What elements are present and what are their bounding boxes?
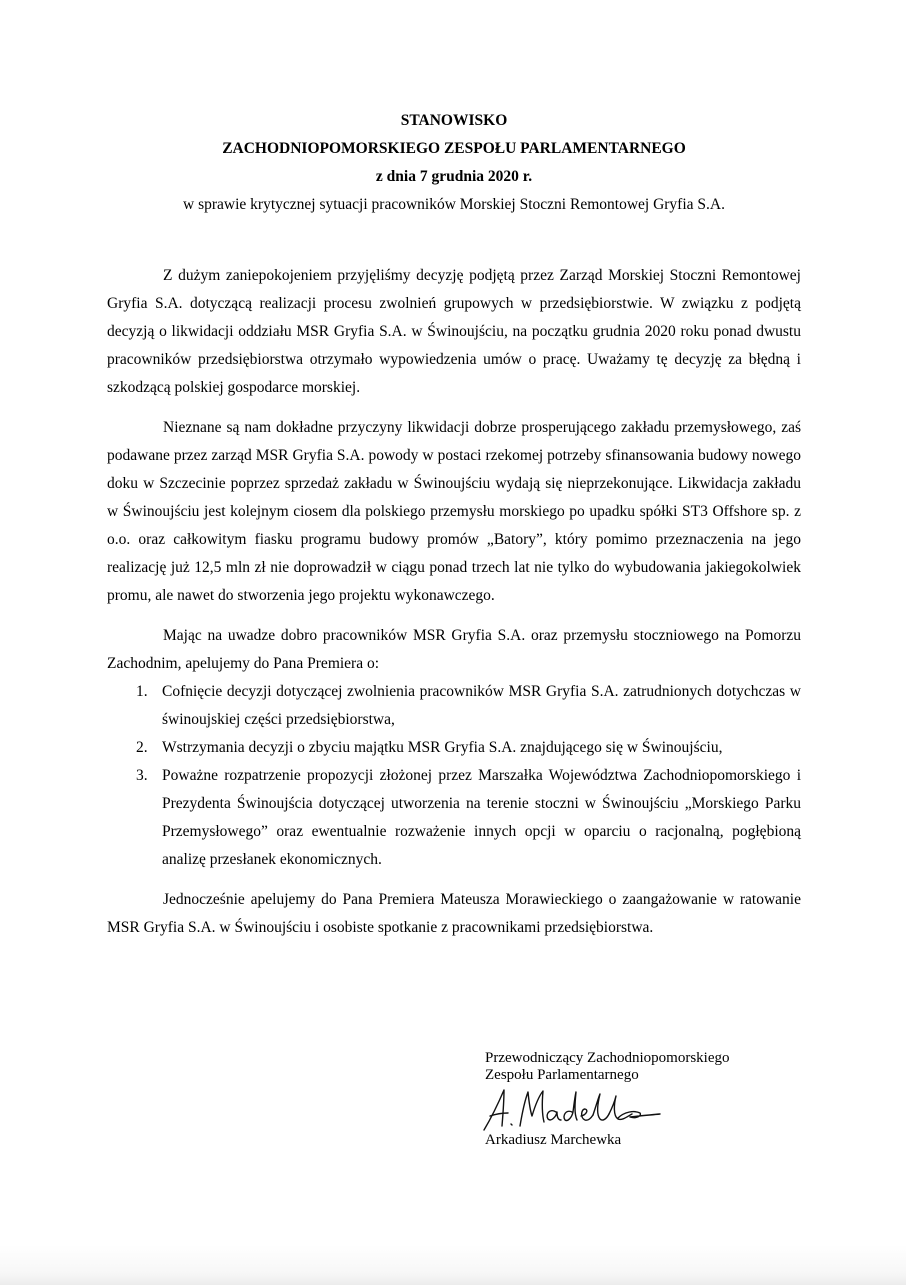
page-bottom-shadow	[0, 1245, 906, 1285]
handwritten-signature-icon	[482, 1086, 662, 1132]
signature-block	[485, 1050, 730, 1149]
appeal-number: 2.	[136, 739, 148, 756]
paragraph-3: Mając na uwadze dobro pracowników MSR Gryfia S.A. oraz przemysłu stoczniowego na Pomorzu Zachodnim, apelujemy do Pana Premiera o:	[107, 627, 801, 672]
document-subject: w sprawie krytycznej sytuacji pracowników Morskiej Stoczni Remontowej Gryfia S.A.	[183, 196, 725, 213]
appeal-number: 1.	[136, 683, 148, 700]
appeals-list	[107, 678, 801, 874]
appeal-item	[107, 762, 801, 874]
document-header	[107, 107, 801, 219]
appeal-number: 3.	[136, 767, 148, 784]
appeal-item	[107, 734, 801, 762]
signatory-role-line-1: Przewodniczący Zachodniopomorskiego	[485, 1050, 730, 1066]
appeal-text: Cofnięcie decyzji dotyczącej zwolnienia pracowników MSR Gryfia S.A. zatrudnionych dotychczas w świnoujskiej części przedsiębiorstwa,	[162, 683, 801, 728]
closing-paragraph: Jednocześnie apelujemy do Pana Premiera Mateusza Morawieckiego o zaangażowanie w ratowanie MSR Gryfia S.A. w Świnoujściu i osobiste spotkanie z pracownikami przedsiębiorstwa.	[107, 891, 801, 936]
signatory-role-line-2: Zespołu Parlamentarnego	[485, 1067, 639, 1083]
appeal-text: Wstrzymania decyzji o zbyciu majątku MSR Gryfia S.A. znajdującego się w Świnoujściu,	[162, 739, 723, 756]
document-title: STANOWISKO	[400, 112, 508, 129]
signatory-name: Arkadiusz Marchewka	[485, 1132, 622, 1148]
document-body	[107, 262, 801, 954]
organization-name: ZACHODNIOPOMORSKIEGO ZESPOŁU PARLAMENTARNEGO	[222, 140, 686, 157]
document-date: z dnia 7 grudnia 2020 r.	[375, 168, 533, 185]
appeal-item	[107, 678, 801, 734]
paragraph-1: Z dużym zaniepokojeniem przyjęliśmy decyzję podjętą przez Zarząd Morskiej Stoczni Remontowej Gryfia S.A. dotyczącą realizacji procesu zwolnień grupowych w przedsiębiorstwie. W związku z podjętą decyzją o likwidacji oddziału MSR Gryfia S.A. w Świnoujściu, na początku grudnia 2020 roku ponad dwustu pracowników przedsiębiorstwa otrzymało wypowiedzenia umów o pracę. Uważamy tę decyzję za błędną i szkodzącą polskiej gospodarce morskiej.	[107, 267, 801, 396]
paragraph-2: Nieznane są nam dokładne przyczyny likwidacji dobrze prosperującego zakładu przemysłowego, zaś podawane przez zarząd MSR Gryfia S.A. powody w postaci rzekomej potrzeby sfinansowania budowy nowego doku w Szczecinie poprzez sprzedaż zakładu w Świnoujściu wydają się nieprzekonujące. Likwidacja zakładu w Świnoujściu jest kolejnym ciosem dla polskiego przemysłu morskiego po upadku spółki ST3 Offshore sp. z o.o. oraz całkowitym fiasku programu budowy promów „Batory”, który pomimo przeznaczenia na jego realizację już 12,5 mln zł nie doprowadził w ciągu ponad trzech lat nie tylko do wybudowania jakiegokolwiek promu, ale nawet do stworzenia jego projektu wykonawczego.	[107, 419, 801, 604]
appeal-text: Poważne rozpatrzenie propozycji złożonej przez Marszałka Województwa Zachodniopomorskiego i Prezydenta Świnoujścia dotyczącej utworzenia na terenie stoczni w Świnoujściu „Morskiego Parku Przemysłowego” oraz ewentualnie rozważenie innych opcji w oparciu o racjonalną, pogłębioną analizę przesłanek ekonomicznych.	[162, 767, 801, 868]
